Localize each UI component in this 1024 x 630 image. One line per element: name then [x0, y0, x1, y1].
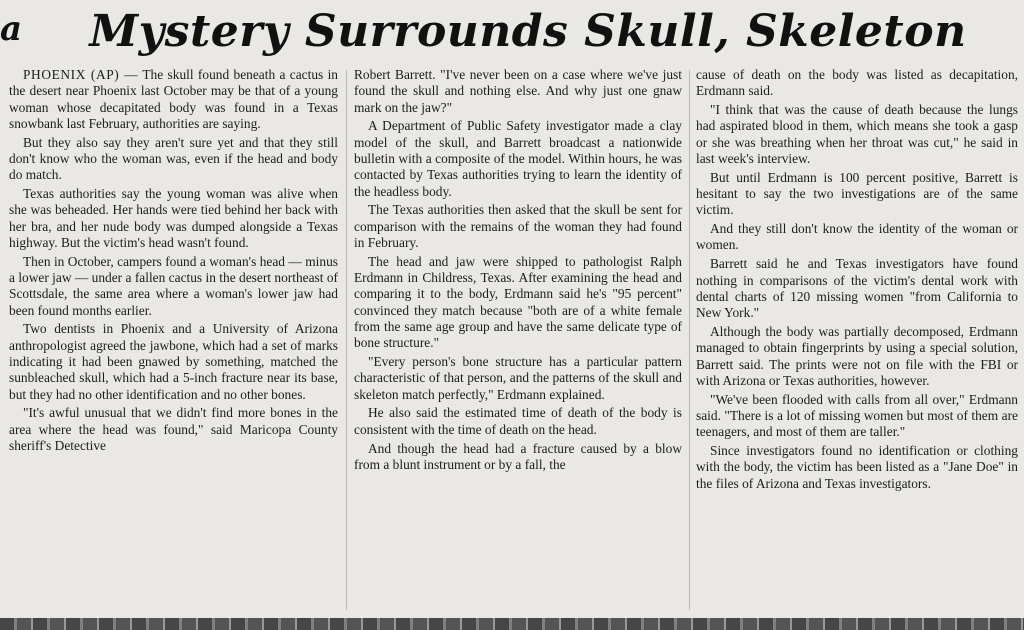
- article-paragraph: [354, 202, 682, 251]
- article-paragraph: [354, 354, 682, 403]
- paragraph-text: "We've been flooded with calls from all over," Erdmann said. "There is a lot of missing women but most of them are teenagers, and most of them are taller.": [696, 391, 1018, 440]
- paragraph-text: Since investigators found no identification or clothing with the body, the victim has been listed as a "Jane Doe" in the files of Arizona and Texas investigators.: [696, 443, 1018, 491]
- torn-page-edge: [0, 618, 1024, 630]
- paragraph-text: And they still don't know the identity of the woman or women.: [696, 221, 1018, 253]
- article-paragraph: [354, 441, 682, 474]
- article-paragraph: [354, 405, 682, 438]
- article-paragraph: [9, 405, 338, 454]
- paragraph-text: Robert Barrett. "I've never been on a case where we've just found the skull and nothing else. And why just one gnaw mark on the jaw?": [354, 67, 682, 115]
- column-divider: [689, 70, 690, 610]
- paragraph-text: Then in October, campers found a woman's head — minus a lower jaw — under a fallen cactus in the desert northeast of Scottsdale, the same area where a woman's lower jaw had been found months earlier.: [9, 253, 338, 318]
- article-paragraph: [354, 67, 682, 116]
- article-paragraph: [696, 392, 1018, 441]
- article-paragraph: [9, 67, 338, 132]
- paragraph-text: "It's awful unusual that we didn't find more bones in the area where the head was found," said Maricopa County sheriff's Detective: [9, 405, 338, 454]
- paragraph-text: Texas authorities say the young woman was alive when she was beheaded. Her hands were tied behind her back with her bra, and her nude body was dumped alongside a Texas highway. But the victim's head wasn't found.: [9, 186, 338, 250]
- paragraph-text: cause of death on the body was listed as decapitation, Erdmann said.: [696, 67, 1018, 99]
- article-paragraph: [354, 254, 682, 352]
- article-paragraph: [9, 321, 338, 402]
- article-paragraph: [696, 324, 1018, 389]
- article-column-1: [9, 67, 338, 615]
- article-paragraph: [696, 443, 1018, 492]
- clipped-edge-text: a: [0, 9, 23, 49]
- column-divider: [346, 70, 347, 610]
- paragraph-text: A Department of Public Safety investigator made a clay model of the skull, and Barrett broadcast a nationwide bulletin with a composite of the model. Within hours, he was contacted by Texas authorities trying to learn the identity of the headless body.: [354, 118, 682, 199]
- article-paragraph: [696, 67, 1018, 100]
- article-paragraph: [696, 170, 1018, 219]
- article-paragraph: [696, 102, 1018, 167]
- article-paragraph: [696, 256, 1018, 321]
- paragraph-text: He also said the estimated time of death of the body is consistent with the time of death on the head.: [354, 405, 682, 437]
- paragraph-text: But they also say they aren't sure yet and that they still don't know who the woman was, even if the head and body do match.: [9, 134, 338, 183]
- paragraph-text: "I think that was the cause of death because the lungs had aspirated blood in them, which means she took a gasp or she was breathing when her throat was cut," he said in last week's interview.: [696, 102, 1018, 166]
- paragraph-text: Although the body was partially decomposed, Erdmann managed to obtain fingerprints by using a special solution, Barrett said. The prints were not on file with the FBI or with Arizona or Texas authorities, however.: [696, 323, 1018, 388]
- paragraph-text: The Texas authorities then asked that the skull be sent for comparison with the remains of the woman they had found in February.: [354, 202, 682, 250]
- paragraph-text: But until Erdmann is 100 percent positive, Barrett is hesitant to say the two investigations are of the same victim.: [696, 169, 1018, 218]
- dateline: PHOENIX (AP) —: [23, 67, 139, 82]
- article-paragraph: [9, 186, 338, 251]
- article-column-2: [354, 67, 682, 615]
- paragraph-text: And though the head had a fracture caused by a blow from a blunt instrument or by a fall, the: [354, 440, 682, 472]
- paragraph-text: Two dentists in Phoenix and a University of Arizona anthropologist agreed the jawbone, which had a set of marks indicating it had been gnawed by something, matched the sunbleached skull, which had a 5-inch fracture near its base, but they had no other identification and no other bones.: [9, 321, 338, 402]
- paragraph-text: The skull found beneath a cactus in the desert near Phoenix last October may be that of a young woman whose decapitated body was found in a Texas snowbank last February, authorities are saying.: [9, 67, 338, 131]
- article-paragraph: [354, 118, 682, 199]
- article-paragraph: [9, 135, 338, 184]
- article-column-3: [696, 67, 1018, 615]
- article-paragraph: [9, 254, 338, 319]
- article-headline: Mystery Surrounds Skull, Skeleton: [89, 6, 967, 57]
- paragraph-text: The head and jaw were shipped to pathologist Ralph Erdmann in Childress, Texas. After examining the head and comparing it to the body, Erdmann said he's "95 percent" convinced they match because "both are of a white female from the same age group and have the same delicate type of bone structure.": [354, 253, 682, 351]
- article-paragraph: [696, 221, 1018, 254]
- paragraph-text: Barrett said he and Texas investigators have found nothing in comparisons of the victim's dental work with dental charts of 120 missing women "from California to New York.": [696, 256, 1018, 321]
- paragraph-text: "Every person's bone structure has a particular pattern characteristic of that person, and the patterns of the skull and skeleton match perfectly," Erdmann explained.: [354, 354, 682, 402]
